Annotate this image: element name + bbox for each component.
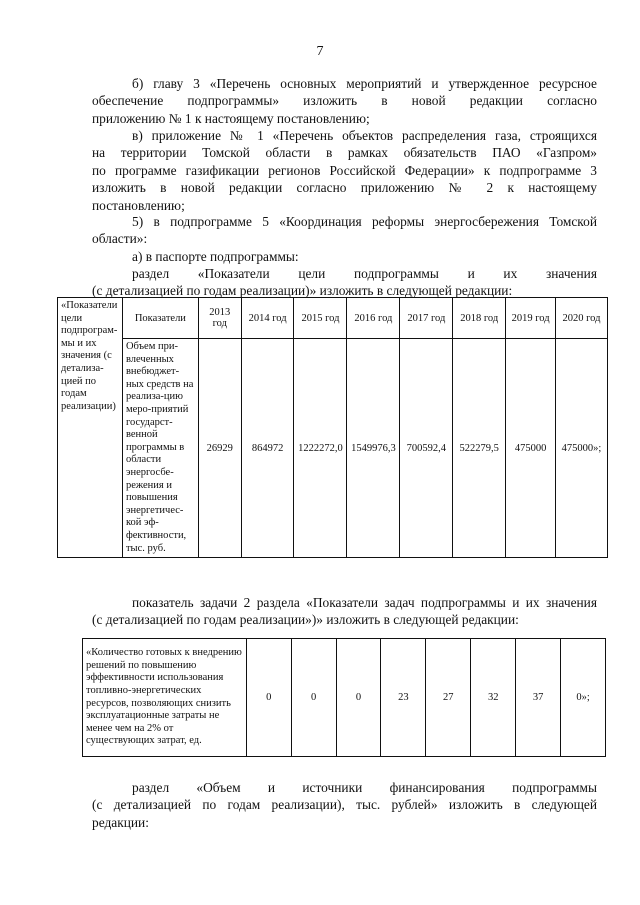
paragraph-task2 (92, 594, 597, 629)
line: а) в паспорте подпрограммы: (132, 249, 299, 264)
header-cell: 2014 год (241, 298, 294, 339)
line: области»: (92, 231, 148, 247)
goal-indicators-table (57, 297, 608, 558)
header-cell: 2013 год (198, 298, 241, 339)
value-cell: 37 (516, 639, 561, 757)
paragraph-v (92, 127, 597, 214)
value-cell: 700592,4 (400, 339, 453, 558)
header-cell: Показатели (122, 298, 198, 339)
paragraph-financing (92, 779, 597, 831)
indicator-cell: Объем при-влеченных внебюджет-ных средств на реализа-цию меро-приятий государст-венной программы в области энергосбе-режения и повышения энергетичес-кой эф-фективности, тыс. руб. (122, 339, 198, 558)
value-cell: 32 (471, 639, 516, 757)
line: обеспечение подпрограммы» изложить в новой редакции согласно (92, 93, 597, 109)
header-cell: 2020 год (556, 298, 608, 339)
value-cell: 0»; (561, 639, 606, 757)
table-row (83, 639, 606, 757)
table-header-row (58, 298, 608, 339)
value-cell: 0 (336, 639, 381, 757)
task-indicators-table (82, 638, 606, 757)
paragraph-a (92, 248, 597, 265)
value-cell: 1222272,0 (294, 339, 347, 558)
line: (с детализацией по годам реализации»)» изложить в следующей редакции: (92, 612, 519, 628)
header-cell: 2016 год (347, 298, 400, 339)
header-cell: 2018 год (453, 298, 506, 339)
page-number: 7 (316, 44, 324, 59)
value-cell: 475000 (506, 339, 556, 558)
line: (с детализацией по годам реализации), тыс. рублей» изложить в следующей (92, 797, 597, 813)
line: изложить в новой редакции согласно приложению № 2 к настоящему (92, 180, 597, 196)
line: в) приложение № 1 «Перечень объектов распределения газа, строящихся (132, 128, 597, 143)
line: редакции: (92, 814, 149, 830)
value-cell: 26929 (198, 339, 241, 558)
value-cell: 864972 (241, 339, 294, 558)
row-label-cell: «Показатели цели подпрограм-мы и их значения (с детализа-цией по годам реализации) (58, 298, 123, 558)
value-cell: 0 (291, 639, 336, 757)
header-cell: 2019 год (506, 298, 556, 339)
value-cell: 27 (426, 639, 471, 757)
line: (с детализацией по годам реализации)» изложить в следующей редакции: (92, 283, 513, 299)
line: б) главу 3 «Перечень основных мероприятий и утвержденное ресурсное (132, 76, 597, 91)
value-cell: 0 (246, 639, 291, 757)
header-cell: 2017 год (400, 298, 453, 339)
header-cell: 2015 год (294, 298, 347, 339)
value-cell: 522279,5 (453, 339, 506, 558)
paragraph-5 (92, 213, 597, 248)
line: раздел «Показатели цели подпрограммы и их значения (132, 266, 597, 281)
line: постановлению; (92, 197, 185, 213)
line: приложению № 1 к настоящему постановлению; (92, 110, 370, 126)
line: на территории Томской области в рамках обязательств ПАО «Газпром» (92, 145, 597, 161)
line: по программе газификации регионов Российской Федерации» к подпрограмме 3 (92, 162, 597, 178)
paragraph-section (92, 265, 597, 300)
line: 5) в подпрограмме 5 «Координация реформы энергосбережения Томской (132, 214, 597, 229)
line: раздел «Объем и источники финансирования подпрограммы (132, 780, 597, 795)
value-cell: 1549976,3 (347, 339, 400, 558)
indicator-cell: «Количество готовых к внедрению решений по повышению эффективности использования топливно-энергетических ресурсов, позволяющих снизить эксплуатационные затраты не менее чем на 2% от существующих затрат, ед. (83, 639, 247, 757)
table-row (58, 339, 608, 558)
line: показатель задачи 2 раздела «Показатели задач подпрограммы и их значения (132, 595, 597, 610)
value-cell: 475000»; (556, 339, 608, 558)
value-cell: 23 (381, 639, 426, 757)
paragraph-b (92, 75, 597, 127)
